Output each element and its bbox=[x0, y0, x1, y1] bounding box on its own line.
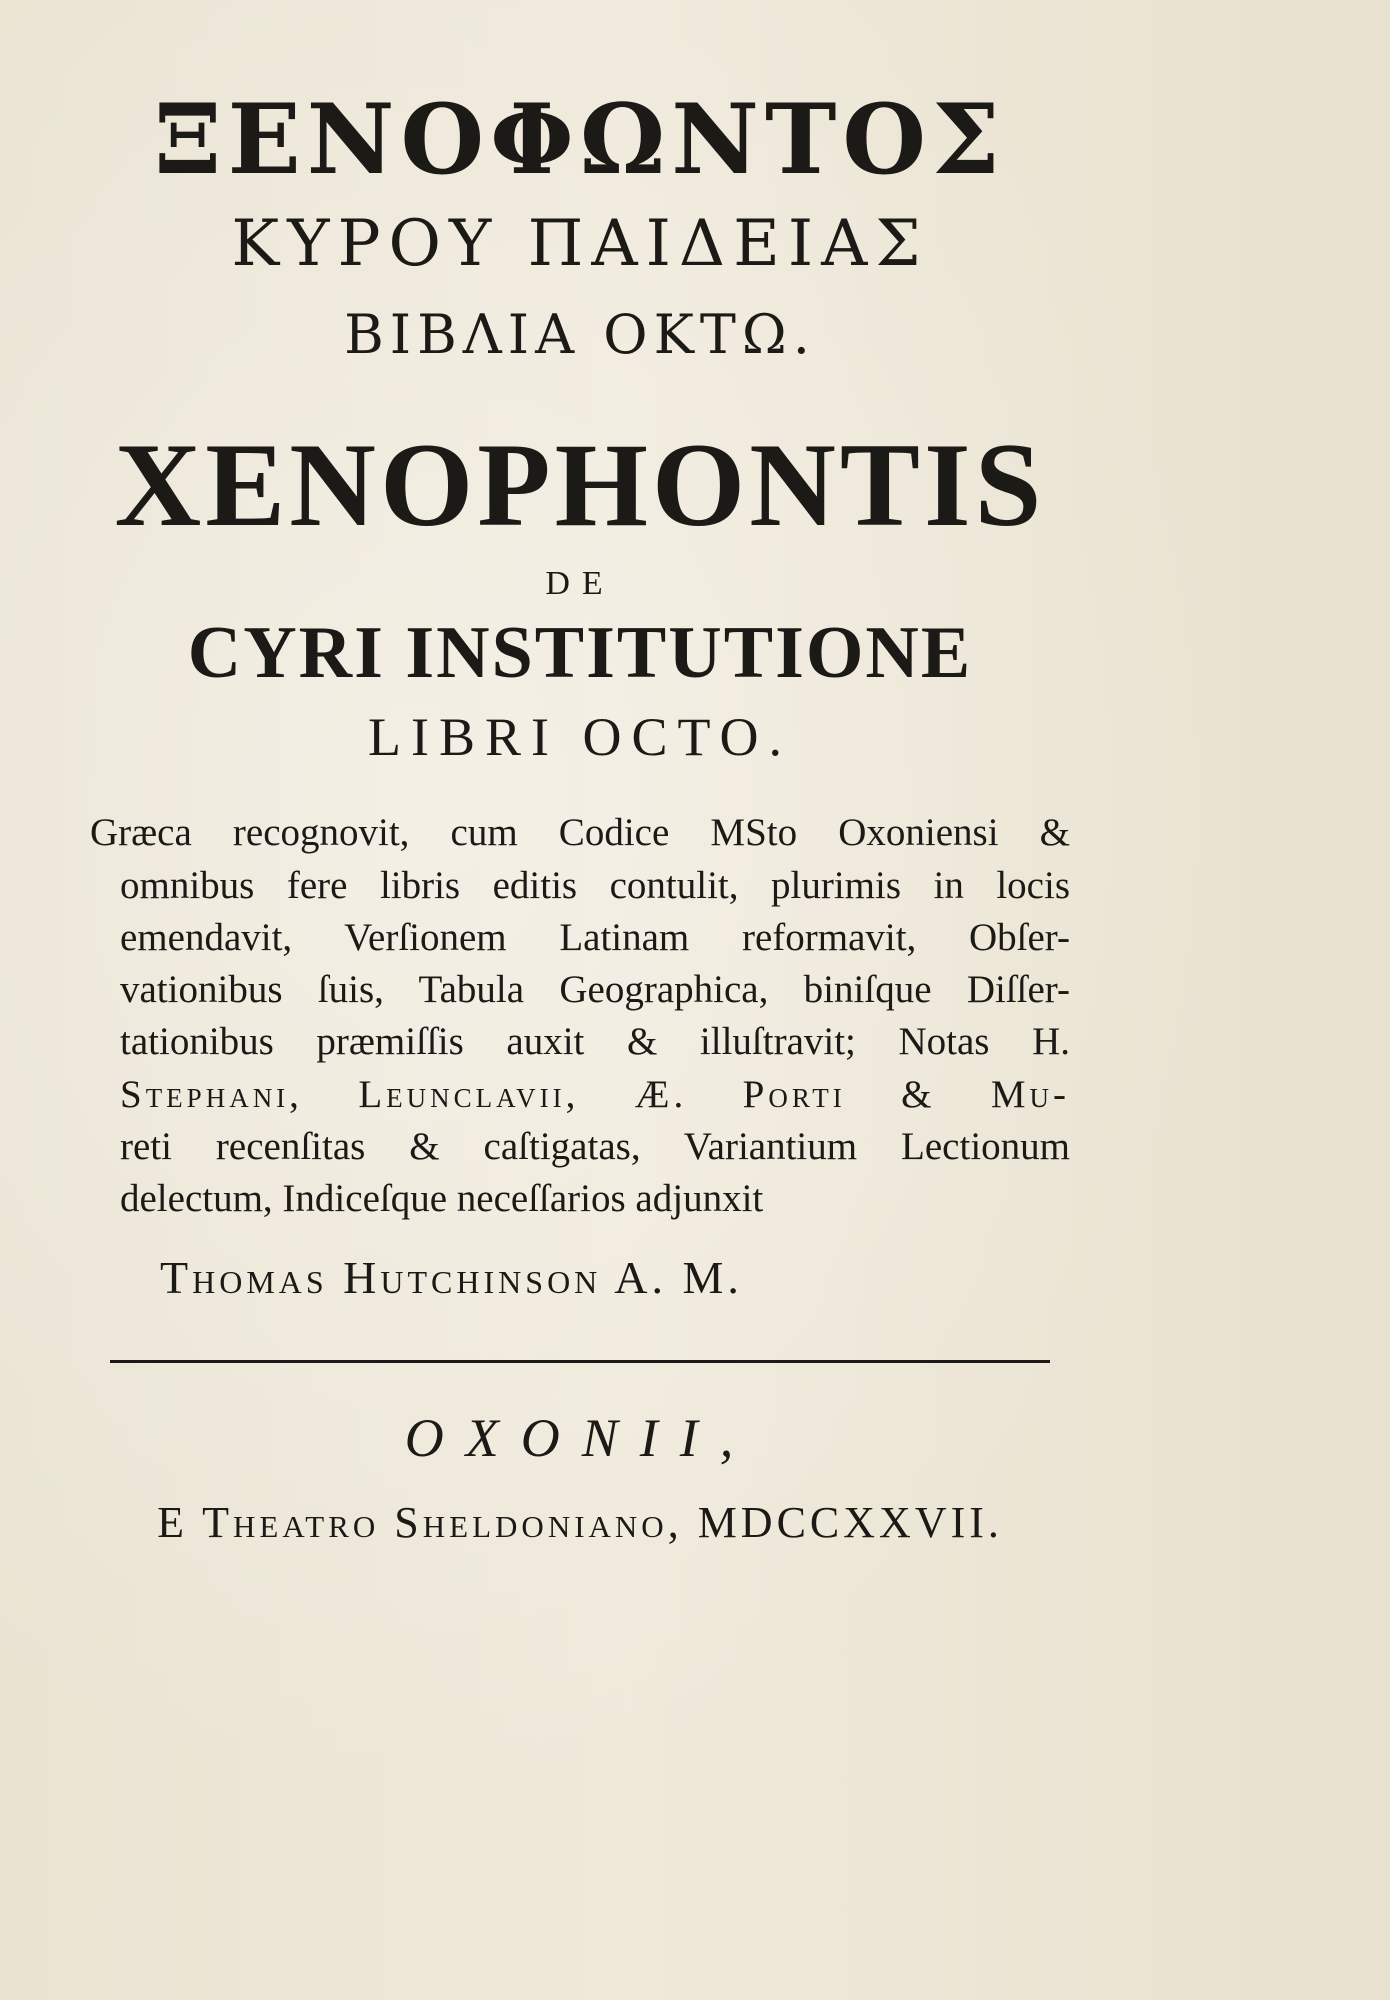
description-paragraph bbox=[80, 807, 1080, 1225]
title-page-content bbox=[80, 80, 1080, 1548]
description-line: vationibus ſuis, Tabula Geographica, biniſque Diſſer- bbox=[120, 968, 1070, 1012]
author: Thomas Hutchinson A. M. bbox=[160, 1252, 743, 1304]
description-line: reti recenſitas & caſtigatas, Variantium Lectionum bbox=[120, 1124, 1070, 1168]
description-line: tationibus præmiſſis auxit & illuſtravit; Notas H. bbox=[120, 1020, 1070, 1064]
description-line: Græca recognovit, cum Codice MSto Oxoniensi & bbox=[90, 811, 1070, 855]
greek-subtitle: ΚΥΡΟΥ ΠΑΙΔΕΙΑΣ bbox=[231, 206, 929, 281]
greek-title: ΞΕΝΟΦΩΝΤΟΣ bbox=[154, 83, 1006, 196]
latin-de: DE bbox=[545, 564, 615, 602]
description-line: emendavit, Verſionem Latinam reformavit, Obſer- bbox=[120, 915, 1070, 959]
latin-subtitle: CYRI INSTITUTIONE bbox=[187, 611, 973, 694]
imprint-city: OXONII, bbox=[404, 1408, 756, 1469]
description-line: omnibus fere libris editis contulit, plurimis in locis bbox=[120, 863, 1070, 907]
description-line: delectum, Indiceſque neceſſarios adjunxit bbox=[120, 1177, 764, 1221]
latin-books: LIBRI OCTO. bbox=[367, 706, 792, 767]
divider-rule bbox=[110, 1360, 1050, 1363]
description-line: Stephani, Leunclavii, Æ. Porti & Mu- bbox=[120, 1072, 1070, 1116]
imprint-press: E Theatro Sheldoniano, MDCCXXVII. bbox=[157, 1498, 1003, 1548]
latin-title: XENOPHONTIS bbox=[114, 417, 1046, 551]
greek-books: ΒΙΒΛΙΑ ΟΚΤΩ. bbox=[344, 303, 816, 367]
